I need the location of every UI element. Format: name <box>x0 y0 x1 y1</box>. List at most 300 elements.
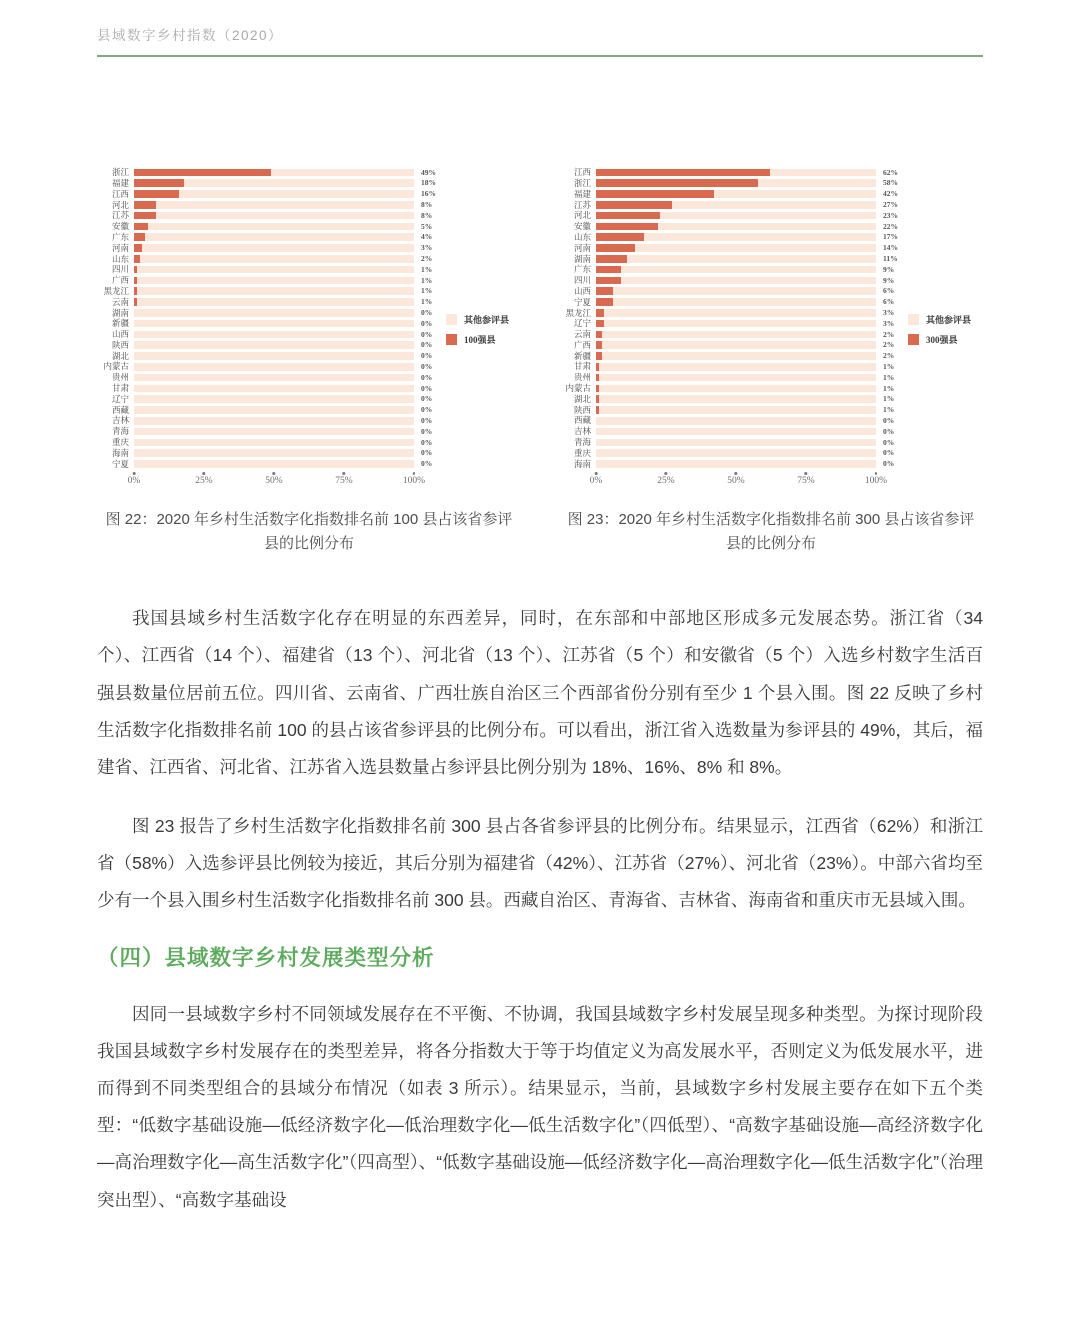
tick-label: 75% <box>797 475 815 486</box>
tick-dot <box>133 472 136 475</box>
bar-row <box>88 232 444 243</box>
bar-track-other-counties <box>134 406 414 414</box>
legend-label: 100强县 <box>464 335 496 346</box>
bar-fill-strong-counties <box>596 223 658 231</box>
bar-fill-strong-counties <box>596 266 621 274</box>
value-label: 42% <box>883 189 898 199</box>
bar-row <box>88 448 444 459</box>
bar-track-other-counties <box>596 309 876 317</box>
legend-label: 其他参评县 <box>926 315 972 326</box>
figure-23-x-axis <box>589 472 888 492</box>
bar-row <box>550 459 906 470</box>
bar-track-other-counties <box>134 417 414 425</box>
tick-dot <box>343 472 346 475</box>
bar-row <box>550 264 906 275</box>
category-label: 河北 <box>111 199 129 210</box>
category-label: 湖北 <box>573 393 591 404</box>
category-label: 陕西 <box>111 339 129 350</box>
bar-fill-strong-counties <box>596 309 604 317</box>
value-label: 0% <box>421 340 433 350</box>
bar-track-other-counties <box>134 385 414 393</box>
bar-track-other-counties <box>134 244 414 252</box>
bar-fill-strong-counties <box>596 363 599 371</box>
bar-fill-strong-counties <box>596 190 714 198</box>
tick-label: 100% <box>864 475 888 486</box>
bar-fill-strong-counties <box>134 277 137 285</box>
category-label: 江西 <box>111 188 129 199</box>
figure-23-caption: 图 23：2020 年乡村生活数字化指数排名前 300 县占该省参评县的比例分布 <box>567 511 975 553</box>
bar-row <box>550 394 906 405</box>
bar-fill-strong-counties <box>596 233 644 241</box>
category-label: 广西 <box>111 275 129 286</box>
bar-track-other-counties <box>134 201 414 209</box>
figure-22-bars <box>88 167 444 469</box>
bar-track-other-counties <box>596 287 876 295</box>
category-label: 贵州 <box>111 372 129 383</box>
bar-fill-strong-counties <box>596 331 602 339</box>
value-label: 0% <box>421 437 433 447</box>
category-label: 福建 <box>111 177 129 188</box>
category-label: 江苏 <box>111 210 129 221</box>
bar-row <box>550 243 906 254</box>
bar-row <box>550 318 906 329</box>
value-label: 0% <box>421 308 433 317</box>
bar-track-other-counties <box>134 287 414 295</box>
tick-label: 0% <box>589 475 603 486</box>
bar-row <box>550 437 906 448</box>
bar-track-other-counties <box>596 223 876 231</box>
bar-track-other-counties <box>134 460 414 468</box>
category-label: 内蒙古 <box>565 383 591 394</box>
value-label: 2% <box>883 329 895 339</box>
bar-row <box>88 167 444 178</box>
value-label: 1% <box>883 361 895 371</box>
bar-track-other-counties <box>134 395 414 403</box>
category-label: 内蒙古 <box>103 361 129 372</box>
bar-track-other-counties <box>596 320 876 328</box>
bar-row <box>88 394 444 405</box>
category-label: 辽宁 <box>111 393 129 404</box>
figure-22-caption: 图 22：2020 年乡村生活数字化指数排名前 100 县占该省参评县的比例分布 <box>105 511 513 553</box>
category-label: 广东 <box>111 231 129 242</box>
value-label: 0% <box>883 459 895 469</box>
category-label: 山东 <box>573 231 591 242</box>
bar-fill-strong-counties <box>134 233 145 241</box>
bar-track-other-counties <box>596 179 876 187</box>
value-label: 1% <box>883 394 895 404</box>
bar-fill-strong-counties <box>596 406 599 414</box>
bar-row <box>88 297 444 308</box>
value-label: 0% <box>421 394 433 404</box>
header-divider <box>97 55 983 57</box>
bar-track-other-counties <box>134 255 414 263</box>
value-label: 2% <box>883 340 895 350</box>
bar-track-other-counties <box>596 460 876 468</box>
bar-fill-strong-counties <box>134 298 137 306</box>
tick-dot <box>875 472 878 475</box>
bar-row <box>550 253 906 264</box>
value-label: 1% <box>421 264 433 274</box>
bar-track-other-counties <box>596 190 876 198</box>
value-label: 0% <box>883 415 895 425</box>
bar-row <box>550 178 906 189</box>
category-label: 浙江 <box>111 167 129 178</box>
category-label: 吉林 <box>573 426 591 437</box>
bar-track-other-counties <box>596 212 876 220</box>
value-label: 17% <box>883 232 898 242</box>
category-label: 山西 <box>111 329 129 340</box>
figure-22-legend <box>446 313 530 346</box>
figure-23-legend <box>908 313 992 346</box>
legend-swatch <box>908 334 919 345</box>
value-label: 0% <box>883 437 895 447</box>
bar-row <box>88 243 444 254</box>
x-axis-tick <box>335 472 352 486</box>
tick-label: 50% <box>727 475 745 486</box>
value-label: 1% <box>421 275 433 285</box>
value-label: 16% <box>421 189 436 199</box>
figure-23 <box>550 167 992 556</box>
bar-fill-strong-counties <box>134 179 184 187</box>
category-label: 云南 <box>573 329 591 340</box>
value-label: 8% <box>421 200 433 210</box>
value-label: 0% <box>421 415 433 425</box>
category-label: 新疆 <box>573 350 591 361</box>
bar-fill-strong-counties <box>134 169 271 177</box>
x-axis-tick <box>265 472 282 486</box>
value-label: 9% <box>883 275 895 285</box>
figure-22 <box>88 167 530 556</box>
bar-track-other-counties <box>596 395 876 403</box>
bar-fill-strong-counties <box>596 255 627 263</box>
page-header-title: 县域数字乡村指数（2020） <box>97 28 284 43</box>
paragraph-top300-analysis: 图 23 报告了乡村生活数字化指数排名前 300 县占各省参评县的比例分布。结果显示，江西省（62%）和浙江省（58%）入选参评县比例较为接近，其后分别为福建省（42%）、江苏省（27%）、河北省（23%）。中部六省均至少有一个县入围乡村生活数字化指数排名前 300 县。西藏自治区、青海省、吉林省、海南省和重庆市无县域入围。 <box>97 815 983 910</box>
legend-label: 其他参评县 <box>464 315 510 326</box>
bar-fill-strong-counties <box>596 244 635 252</box>
bar-track-other-counties <box>134 309 414 317</box>
bar-row <box>550 426 906 437</box>
bar-track-other-counties <box>134 341 414 349</box>
value-label: 0% <box>421 426 433 436</box>
legend-swatch <box>908 314 919 325</box>
bar-track-other-counties <box>134 223 414 231</box>
tick-dot <box>665 472 668 475</box>
bar-track-other-counties <box>596 266 876 274</box>
bar-row <box>550 221 906 232</box>
bar-fill-strong-counties <box>596 287 613 295</box>
bar-fill-strong-counties <box>596 395 599 403</box>
category-label: 宁夏 <box>111 458 129 469</box>
category-label: 河北 <box>573 210 591 221</box>
value-label: 2% <box>883 351 895 361</box>
value-label: 0% <box>883 448 895 458</box>
bar-row <box>550 297 906 308</box>
bar-row <box>550 307 906 318</box>
bar-row <box>88 361 444 372</box>
bar-track-other-counties <box>596 439 876 447</box>
figure-23-chart <box>550 167 992 492</box>
figure-22-chart <box>88 167 530 492</box>
x-axis-tick <box>865 472 887 486</box>
tick-dot <box>203 472 206 475</box>
paragraph-type-analysis: 因同一县域数字乡村不同领域发展存在不平衡、不协调，我国县域数字乡村发展呈现多种类型。为探讨现阶段我国县域数字乡村发展存在的类型差异，将各分指数大于等于均值定义为高发展水平，否则定义为低发展水平，进而得到不同类型组合的县域分布情况（如表 3 所示）。结果显示，当前，县域数字乡村发展主要存在如下五个类型：“低数字基础设施—低经济数字化—低治理数字化—低生活数字化”（四低型）、“高数字基础设施—高经济数字化—高治理数字化—高生活数字化”（四高型）、“低数字基础设施—低经济数字化—高治理数字化—低生活数字化”（治理突出型）、“高数字基础设 <box>97 1004 983 1210</box>
value-label: 6% <box>883 286 895 296</box>
bar-fill-strong-counties <box>596 212 660 220</box>
bar-track-other-counties <box>596 201 876 209</box>
value-label: 2% <box>421 254 433 264</box>
tick-label: 25% <box>657 475 675 486</box>
bar-row <box>550 199 906 210</box>
bar-track-other-counties <box>596 352 876 360</box>
x-axis-tick <box>128 472 141 486</box>
x-axis-tick <box>403 472 425 486</box>
bar-row <box>88 426 444 437</box>
value-label: 0% <box>421 372 433 382</box>
bar-row <box>88 415 444 426</box>
value-label: 23% <box>883 210 898 220</box>
figure-22-plot-area <box>88 167 444 492</box>
value-label: 0% <box>421 459 433 469</box>
value-label: 0% <box>421 448 433 458</box>
category-label: 福建 <box>573 188 591 199</box>
category-label: 陕西 <box>573 404 591 415</box>
legend-item <box>908 313 992 326</box>
bar-fill-strong-counties <box>134 255 140 263</box>
category-label: 安徽 <box>111 221 129 232</box>
category-label: 安徽 <box>573 221 591 232</box>
value-label: 8% <box>421 210 433 220</box>
value-label: 1% <box>421 297 433 307</box>
bar-row <box>88 383 444 394</box>
bar-row <box>550 351 906 362</box>
bar-row <box>88 405 444 416</box>
value-label: 3% <box>883 318 895 328</box>
x-axis-tick <box>590 472 603 486</box>
bar-row <box>88 372 444 383</box>
figure-23-bars <box>550 167 906 469</box>
tick-label: 100% <box>402 475 426 486</box>
category-label: 重庆 <box>111 437 129 448</box>
bar-track-other-counties <box>596 417 876 425</box>
bar-track-other-counties <box>596 406 876 414</box>
bar-fill-strong-counties <box>134 190 179 198</box>
bar-fill-strong-counties <box>596 320 604 328</box>
bar-track-other-counties <box>134 179 414 187</box>
bar-row <box>88 437 444 448</box>
value-label: 1% <box>883 405 895 415</box>
bar-track-other-counties <box>596 277 876 285</box>
value-label: 0% <box>421 329 433 339</box>
page-header <box>0 0 1080 57</box>
bar-fill-strong-counties <box>134 244 142 252</box>
paragraph-top100-analysis: 我国县域乡村生活数字化存在明显的东西差异，同时，在东部和中部地区形成多元发展态势。浙江省（34 个）、江西省（14 个）、福建省（13 个）、河北省（13 个）、江苏省（5 个）和安徽省（5 个）入选乡村数字生活百强县数量位居前五位。四川省、云南省、广西壮族自治区三个西部省份分别有至少 1 个县入围。图 22 反映了乡村生活数字化指数排名前 100 的县占该省参评县的比例分布。可以看出，浙江省入选数量为参评县的 49%，其后，福建省、江西省、河北省、江苏省入选县数量占参评县比例分别为 18%、16%、8% 和 8%。 <box>97 608 983 777</box>
value-label: 1% <box>883 383 895 393</box>
bar-track-other-counties <box>134 169 414 177</box>
bar-fill-strong-counties <box>134 266 137 274</box>
bar-track-other-counties <box>134 449 414 457</box>
bar-row <box>88 340 444 351</box>
bar-track-other-counties <box>134 331 414 339</box>
category-label: 宁夏 <box>573 296 591 307</box>
bar-row <box>88 199 444 210</box>
bar-track-other-counties <box>596 449 876 457</box>
bar-row <box>88 264 444 275</box>
bar-track-other-counties <box>134 428 414 436</box>
bar-fill-strong-counties <box>596 352 602 360</box>
bar-fill-strong-counties <box>134 223 148 231</box>
legend-item <box>908 333 992 346</box>
category-label: 海南 <box>111 447 129 458</box>
bar-row <box>550 415 906 426</box>
category-label: 四川 <box>573 275 591 286</box>
bar-track-other-counties <box>134 374 414 382</box>
bar-fill-strong-counties <box>596 169 770 177</box>
legend-item <box>446 313 530 326</box>
value-label: 0% <box>421 361 433 371</box>
bar-fill-strong-counties <box>134 287 137 295</box>
value-label: 6% <box>883 297 895 307</box>
category-label: 广西 <box>573 339 591 350</box>
tick-dot <box>413 472 416 475</box>
bar-track-other-counties <box>134 277 414 285</box>
bar-row <box>550 275 906 286</box>
value-label: 9% <box>883 264 895 274</box>
value-label: 3% <box>883 308 895 317</box>
bar-track-other-counties <box>596 255 876 263</box>
value-label: 27% <box>883 200 898 210</box>
value-label: 22% <box>883 221 898 231</box>
bar-fill-strong-counties <box>596 341 602 349</box>
value-label: 0% <box>421 351 433 361</box>
bar-track-other-counties <box>596 169 876 177</box>
bar-row <box>88 210 444 221</box>
legend-item <box>446 333 530 346</box>
category-label: 湖北 <box>111 350 129 361</box>
tick-label: 75% <box>335 475 353 486</box>
bar-track-other-counties <box>596 385 876 393</box>
category-label: 河南 <box>573 242 591 253</box>
category-label: 甘肃 <box>573 361 591 372</box>
x-axis-tick <box>797 472 814 486</box>
bar-track-other-counties <box>134 266 414 274</box>
bar-track-other-counties <box>596 233 876 241</box>
bar-track-other-counties <box>134 190 414 198</box>
category-label: 山东 <box>111 253 129 264</box>
value-label: 0% <box>421 318 433 328</box>
bar-track-other-counties <box>596 244 876 252</box>
category-label: 新疆 <box>111 318 129 329</box>
category-label: 黑龙江 <box>103 285 129 296</box>
tick-label: 25% <box>195 475 213 486</box>
value-label: 4% <box>421 232 433 242</box>
category-label: 湖南 <box>573 253 591 264</box>
tick-label: 0% <box>127 475 141 486</box>
value-label: 18% <box>421 178 436 188</box>
value-label: 3% <box>421 243 433 253</box>
category-label: 浙江 <box>573 177 591 188</box>
bar-row <box>550 405 906 416</box>
bar-row <box>88 178 444 189</box>
bar-fill-strong-counties <box>134 201 156 209</box>
value-label: 0% <box>421 405 433 415</box>
bar-row <box>88 221 444 232</box>
category-label: 辽宁 <box>573 318 591 329</box>
bar-fill-strong-counties <box>596 201 672 209</box>
tick-label: 50% <box>265 475 283 486</box>
bar-row <box>550 167 906 178</box>
category-label: 海南 <box>573 458 591 469</box>
tick-dot <box>273 472 276 475</box>
bar-track-other-counties <box>596 428 876 436</box>
bar-fill-strong-counties <box>596 385 599 393</box>
legend-swatch <box>446 334 457 345</box>
category-label: 江西 <box>573 167 591 178</box>
section-heading-development-types: （四）县域数字乡村发展类型分析 <box>97 946 435 971</box>
value-label: 1% <box>883 372 895 382</box>
bar-row <box>550 232 906 243</box>
bar-track-other-counties <box>596 298 876 306</box>
category-label: 广东 <box>573 264 591 275</box>
tick-dot <box>805 472 808 475</box>
bar-fill-strong-counties <box>596 179 758 187</box>
category-label: 江苏 <box>573 199 591 210</box>
bar-track-other-counties <box>134 352 414 360</box>
x-axis-tick <box>727 472 744 486</box>
category-label: 西藏 <box>111 404 129 415</box>
bar-track-other-counties <box>596 331 876 339</box>
bar-track-other-counties <box>134 320 414 328</box>
bar-track-other-counties <box>596 363 876 371</box>
category-label: 山西 <box>573 285 591 296</box>
bar-row <box>550 448 906 459</box>
bar-track-other-counties <box>134 363 414 371</box>
tick-dot <box>735 472 738 475</box>
bar-row <box>550 286 906 297</box>
bar-row <box>88 286 444 297</box>
bar-row <box>88 351 444 362</box>
bar-row <box>550 210 906 221</box>
bar-track-other-counties <box>134 298 414 306</box>
value-label: 0% <box>421 383 433 393</box>
bar-row <box>88 253 444 264</box>
value-label: 0% <box>883 426 895 436</box>
bar-track-other-counties <box>134 439 414 447</box>
value-label: 5% <box>421 221 433 231</box>
value-label: 58% <box>883 178 898 188</box>
bar-row <box>88 189 444 200</box>
category-label: 吉林 <box>111 415 129 426</box>
bar-row <box>550 340 906 351</box>
category-label: 贵州 <box>573 372 591 383</box>
bar-fill-strong-counties <box>134 212 156 220</box>
bar-row <box>550 383 906 394</box>
value-label: 49% <box>421 167 436 177</box>
bar-row <box>88 307 444 318</box>
category-label: 青海 <box>573 437 591 448</box>
value-label: 14% <box>883 243 898 253</box>
bar-row <box>88 275 444 286</box>
bar-row <box>88 329 444 340</box>
value-label: 62% <box>883 167 898 177</box>
x-axis-tick <box>195 472 212 486</box>
bar-row <box>550 361 906 372</box>
figure-22-x-axis <box>127 472 426 492</box>
tick-dot <box>595 472 598 475</box>
bar-track-other-counties <box>596 374 876 382</box>
bar-fill-strong-counties <box>596 277 621 285</box>
category-label: 甘肃 <box>111 383 129 394</box>
legend-swatch <box>446 314 457 325</box>
